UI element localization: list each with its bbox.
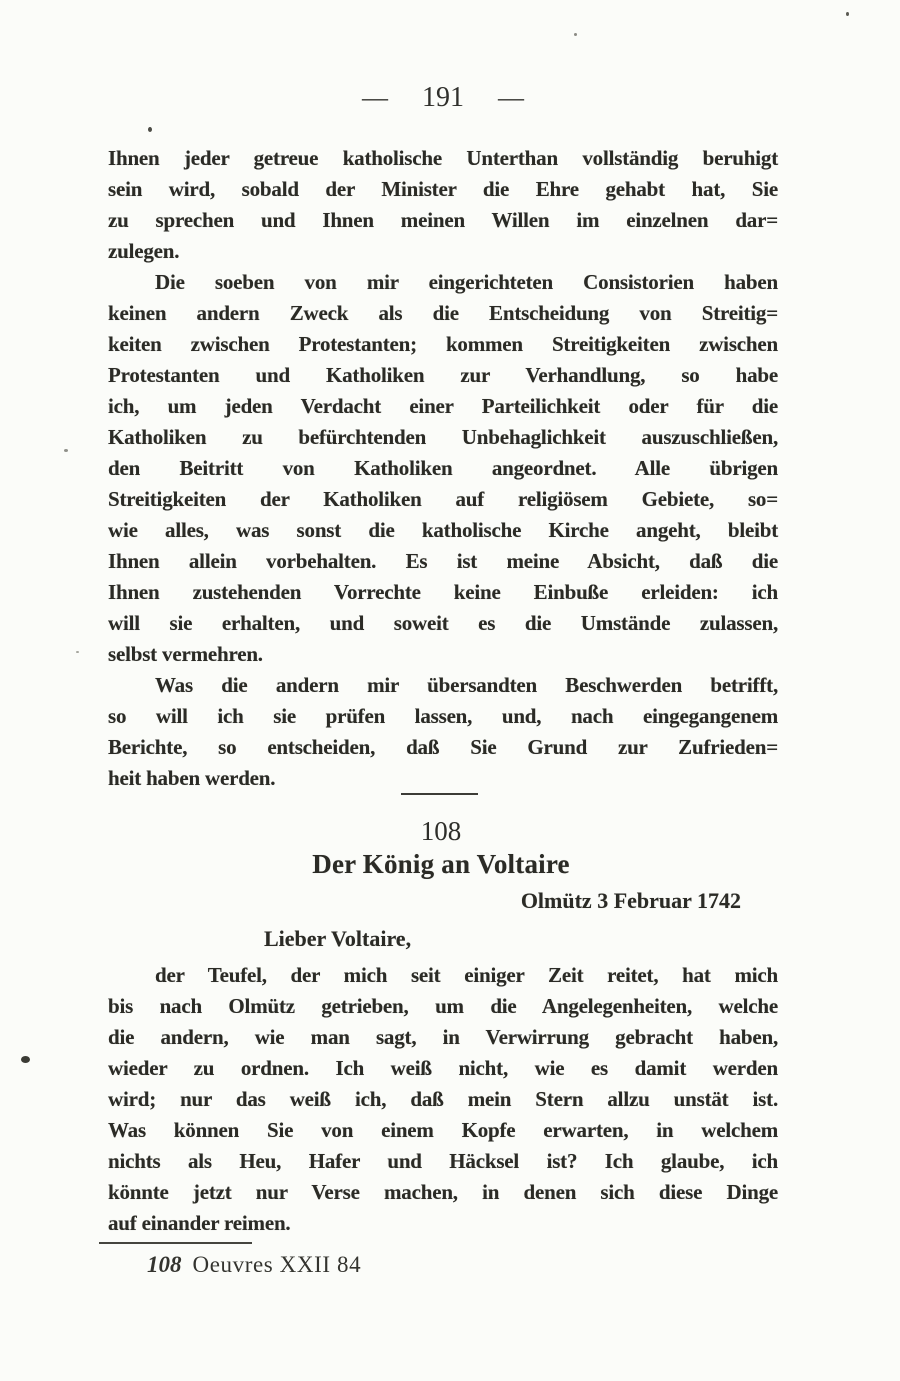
footnote xyxy=(147,1252,361,1278)
text-line: Streitigkeiten der Katholiken auf religiösem Gebiete, so= xyxy=(108,487,778,511)
footnote-number: 108 xyxy=(147,1252,182,1277)
text-line: der Teufel, der mich seit einiger Zeit reitet, hat mich xyxy=(155,963,778,987)
text-line: Protestanten und Katholiken zur Verhandlung, so habe xyxy=(108,363,778,387)
text-line: Was können Sie von einem Kopfe erwarten, in welchem xyxy=(108,1118,778,1142)
head-dash-right: — xyxy=(498,83,524,112)
text-line: wie alles, was sonst die katholische Kirche angeht, bleibt xyxy=(108,518,778,542)
letter-body-second xyxy=(108,960,778,1239)
dust-speck xyxy=(64,449,68,452)
text-line: nichts als Heu, Hafer und Häcksel ist? Ich glaube, ich xyxy=(108,1149,778,1173)
text-line: bis nach Olmütz getrieben, um die Angelegenheiten, welche xyxy=(108,994,778,1018)
dust-speck xyxy=(148,127,152,132)
paragraph xyxy=(108,143,778,267)
letter-body-first xyxy=(108,143,778,794)
paragraph xyxy=(108,670,778,794)
text-line: den Beitritt von Katholiken angeordnet. Alle übrigen xyxy=(108,456,778,480)
section-divider-rule xyxy=(401,793,478,795)
letter-heading: Der König an Voltaire xyxy=(312,849,570,879)
text-line: wieder zu ordnen. Ich weiß nicht, wie es damit werden xyxy=(108,1056,778,1080)
page-number: 191 xyxy=(422,82,464,113)
running-head xyxy=(362,82,524,114)
text-line: auf einander reimen. xyxy=(108,1211,291,1235)
text-line: könnte jetzt nur Verse machen, in denen sich diese Dinge xyxy=(108,1180,778,1204)
dust-speck xyxy=(76,651,79,653)
text-line: zu sprechen und Ihnen meinen Willen im einzelnen dar= xyxy=(108,208,778,232)
text-line: Ihnen zustehenden Vorrechte keine Einbuße erleiden: ich xyxy=(108,580,778,604)
head-dash-left: — xyxy=(362,83,388,112)
text-line: keiten zwischen Protestanten; kommen Streitigkeiten zwischen xyxy=(108,332,778,356)
letter-number: 108 xyxy=(420,816,462,846)
text-line: Berichte, so entscheiden, daß Sie Grund zur Zufrieden= xyxy=(108,735,778,759)
dust-speck xyxy=(21,1056,30,1063)
dust-speck xyxy=(574,33,577,36)
text-line: Ihnen jeder getreue katholische Unterthan vollständig beruhigt xyxy=(108,146,778,170)
text-line: heit haben werden. xyxy=(108,766,276,790)
text-line: Katholiken zu befürchtenden Unbehaglichkeit auszuschließen, xyxy=(108,425,778,449)
text-line: so will ich sie prüfen lassen, und, nach eingegangenem xyxy=(108,704,778,728)
text-line: Was die andern mir übersandten Beschwerden betrifft, xyxy=(155,673,778,697)
dust-speck xyxy=(846,12,849,16)
text-line: zulegen. xyxy=(108,239,180,263)
text-line: Die soeben von mir eingerichteten Consistorien haben xyxy=(155,270,778,294)
text-line: die andern, wie man sagt, in Verwirrung gebracht haben, xyxy=(108,1025,778,1049)
text-line: sein wird, sobald der Minister die Ehre gehabt hat, Sie xyxy=(108,177,778,201)
paragraph xyxy=(108,960,778,1239)
text-line: selbst vermehren. xyxy=(108,642,263,666)
text-line: keinen andern Zweck als die Entscheidung von Streitig= xyxy=(108,301,778,325)
text-line: wird; nur das weiß ich, daß mein Stern allzu unstät ist. xyxy=(108,1087,778,1111)
footnote-reference: Oeuvres XXII 84 xyxy=(192,1252,362,1277)
text-line: ich, um jeden Verdacht einer Parteilichkeit oder für die xyxy=(108,394,778,418)
text-line: will sie erhalten, und soweit es die Umstände zulassen, xyxy=(108,611,778,635)
dateline: Olmütz 3 Februar 1742 xyxy=(520,888,741,913)
salutation: Lieber Voltaire, xyxy=(264,926,412,951)
footnote-rule xyxy=(99,1242,252,1244)
text-line: Ihnen allein vorbehalten. Es ist meine Absicht, daß die xyxy=(108,549,778,573)
paragraph xyxy=(108,267,778,670)
